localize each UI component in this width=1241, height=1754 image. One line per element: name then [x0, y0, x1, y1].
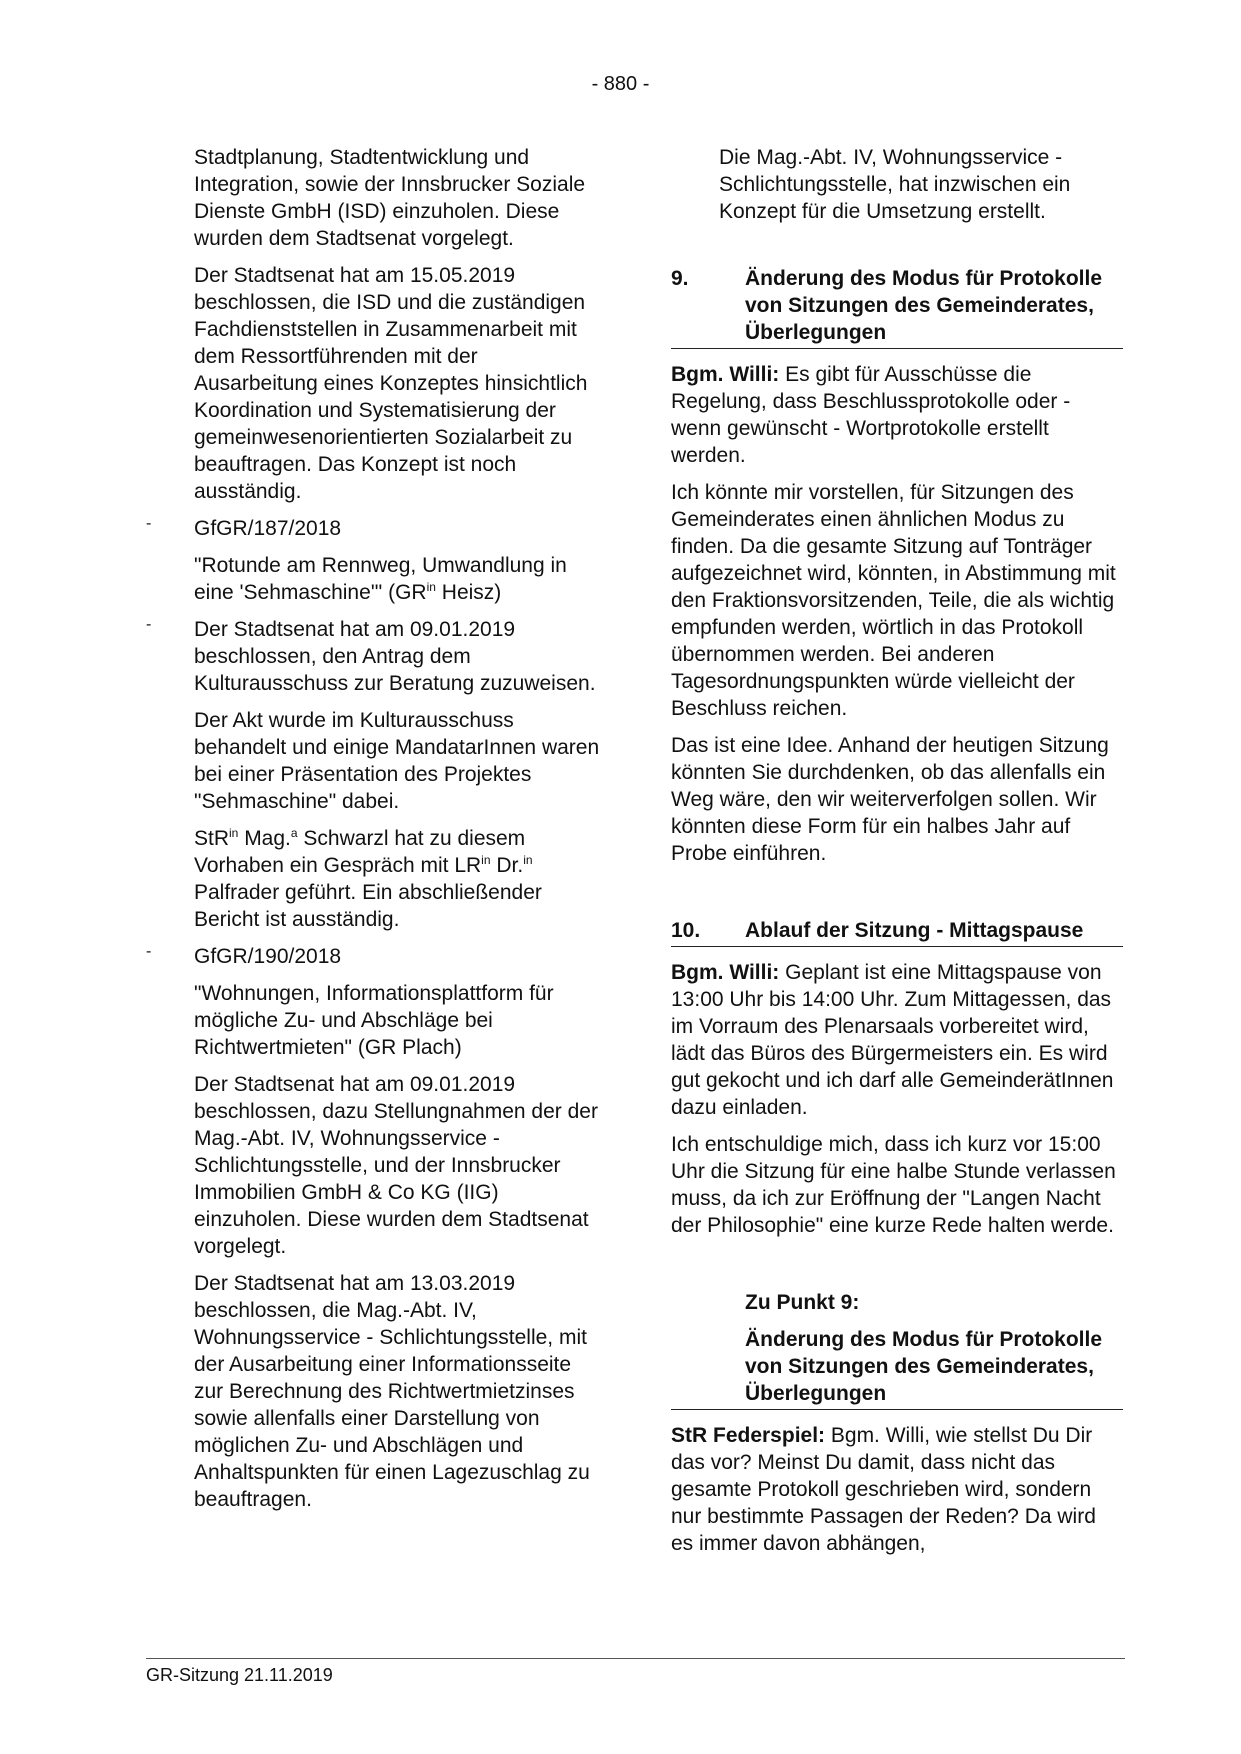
- left-column: [146, 144, 601, 1523]
- section-number: 9.: [671, 267, 689, 290]
- schwarzl-text-a: StR: [194, 827, 230, 850]
- list-item-gfgr-190: [146, 943, 601, 970]
- paragraph-isd-decision: Der Stadtsenat hat am 15.05.2019 beschlossen, die ISD und die zuständigen Fachdienststellen in Zusammenarbeit mit dem Ressortführenden mit der Ausarbeitung eines Konzeptes hinsichtlich Koordination und Systematisierung der gemeinwesenorientierten Sozialarbeit zu beauftragen. Das Konzept ist noch ausständig.: [194, 264, 588, 503]
- gender-suffix: in: [229, 826, 239, 840]
- paragraph-konzept-umsetzung: Die Mag.-Abt. IV, Wohnungsservice - Schlichtungsstelle, hat inzwischen ein Konzept für die Umsetzung erstellt.: [719, 146, 1071, 223]
- sub-heading-title: Änderung des Modus für Protokolle von Sitzungen des Gemeinderates, Überlegungen: [671, 1326, 1123, 1410]
- section-title: Änderung des Modus für Protokolle von Sitzungen des Gemeinderates, Überlegungen: [745, 267, 1103, 344]
- dash-bullet: -: [146, 943, 152, 960]
- schwarzl-text-b: Mag.: [238, 827, 291, 850]
- section-heading-9: [671, 265, 1123, 349]
- speech-text: Geplant ist eine Mittagspause von 13:00 Uhr bis 14:00 Uhr. Zum Mittagessen, das im Vorraum des Plenarsaals vorbereitet wird, lädt das Büros des Bürgermeisters ein. Es wird gut gekocht und ich darf alle GemeinderätInnen dazu einladen.: [671, 961, 1114, 1119]
- paragraph-idee-probe: Das ist eine Idee. Anhand der heutigen Sitzung könnten Sie durchdenken, ob das allenfalls ein Weg wäre, den wir weiterverfolgen sollen. Wir könnten diese Form für ein halbes Jahr auf Probe einführen.: [671, 734, 1109, 865]
- gender-suffix: a: [290, 826, 298, 840]
- paragraph-wohnungen-title: "Wohnungen, Informationsplattform für mögliche Zu- und Abschläge bei Richtwertmieten" (GR Plach): [194, 982, 554, 1059]
- gender-suffix: in: [426, 580, 436, 594]
- section-number: 10.: [671, 919, 701, 942]
- paragraph-willi-mittagspause: [671, 959, 1123, 1121]
- item-gfgr-190-label: GfGR/190/2018: [194, 945, 342, 968]
- gender-suffix: in: [523, 853, 533, 867]
- paragraph-entschuldigung: Ich entschuldige mich, dass ich kurz vor 15:00 Uhr die Sitzung für eine halbe Stunde verlassen muss, da ich zur Eröffnung der "Langen Nacht der Philosophie" eine kurze Rede halten werde.: [671, 1133, 1116, 1237]
- dash-bullet: -: [146, 515, 152, 532]
- speaker-name: Bgm. Willi:: [671, 961, 780, 984]
- gender-suffix: in: [481, 853, 491, 867]
- footer-session-date: GR-Sitzung 21.11.2019: [146, 1665, 333, 1685]
- dash-bullet: -: [146, 616, 152, 633]
- right-column: [671, 144, 1123, 1567]
- list-item-kulturausschuss: [146, 616, 601, 697]
- footer-divider: [146, 1658, 1125, 1659]
- schwarzl-text-d: Dr.: [490, 854, 524, 877]
- paragraph-modus-vorschlag: Ich könnte mir vorstellen, für Sitzungen des Gemeinderates einen ähnlichen Modus zu finden. Da die gesamte Sitzung auf Tonträger aufgezeichnet wird, könnten, in Abstimmung mit den Fraktionsvorsitzenden, Teile, die als wichtig empfunden werden, wörtlich in das Protokoll übernommen werden. Bei anderen Tagesordnungspunkten würde vielleicht der Beschluss reichen.: [671, 481, 1116, 720]
- paragraph-isd-consultation: Stadtplanung, Stadtentwicklung und Integration, sowie der Innsbrucker Soziale Dienste GmbH (ISD) einzuholen. Diese wurden dem Stadtsenat vorgelegt.: [194, 146, 586, 250]
- paragraph-schwarzl: [146, 825, 601, 933]
- list-item-gfgr-187: [146, 515, 601, 542]
- schwarzl-text-e: Palfrader geführt. Ein abschließender Bericht ist ausständig.: [194, 881, 542, 931]
- section-heading-10: [671, 917, 1123, 947]
- page-number: - 880 -: [591, 73, 650, 95]
- section-title: Ablauf der Sitzung - Mittagspause: [745, 919, 1084, 942]
- speaker-name: Bgm. Willi:: [671, 363, 780, 386]
- item-kulturausschuss-text: Der Stadtsenat hat am 09.01.2019 beschlossen, den Antrag dem Kulturausschuss zur Beratung zuzuweisen.: [194, 618, 596, 695]
- paragraph-informationsseite: Der Stadtsenat hat am 13.03.2019 beschlossen, die Mag.-Abt. IV, Wohnungsservice - Schlichtungsstelle, mit der Ausarbeitung einer Informationsseite zur Berechnung des Richtwertmietzinses sowie allenfalls einer Darstellung von möglichen Zu- und Abschlägen und Anhaltspunkten für einen Lagezuschlag zu beauftragen.: [194, 1272, 590, 1511]
- speech-text: Es gibt für Ausschüsse die Regelung, dass Beschlussprotokolle oder - wenn gewünscht - Wortprotokolle erstellt werden.: [671, 363, 1071, 467]
- schwarzl-text-c: Schwarzl hat zu diesem Vorhaben ein Gespräch mit LR: [194, 827, 526, 877]
- speaker-name: StR Federspiel:: [671, 1424, 826, 1447]
- paragraph-federspiel: [671, 1422, 1123, 1557]
- paragraph-willi-protokolle: [671, 361, 1123, 469]
- paragraph-rotunde-title: [146, 552, 601, 606]
- paragraph-sehmaschine: Der Akt wurde im Kulturausschuss behandelt und einige MandatarInnen waren bei einer Präsentation des Projektes "Sehmaschine" dabei.: [194, 709, 600, 813]
- item-gfgr-187-label: GfGR/187/2018: [194, 517, 342, 540]
- speech-text: Bgm. Willi, wie stellst Du Dir das vor? Meinst Du damit, dass nicht das gesamte Protokoll geschrieben wird, sondern nur bestimmte Passagen der Reden? Da wird es immer davon abhängen,: [671, 1424, 1096, 1555]
- paragraph-stellungnahmen: Der Stadtsenat hat am 09.01.2019 beschlossen, dazu Stellungnahmen der der Mag.-Abt. IV, Wohnungsservice - Schlichtungsstelle, und der Innsbrucker Immobilien GmbH & Co KG (IIG) einzuholen. Diese wurden dem Stadtsenat vorgelegt.: [194, 1073, 598, 1258]
- rotunde-title-text: "Rotunde am Rennweg, Umwandlung in eine 'Sehmaschine'" (GR: [194, 554, 567, 604]
- rotunde-title-author: Heisz): [435, 581, 502, 604]
- sub-heading-label: Zu Punkt 9:: [745, 1291, 860, 1314]
